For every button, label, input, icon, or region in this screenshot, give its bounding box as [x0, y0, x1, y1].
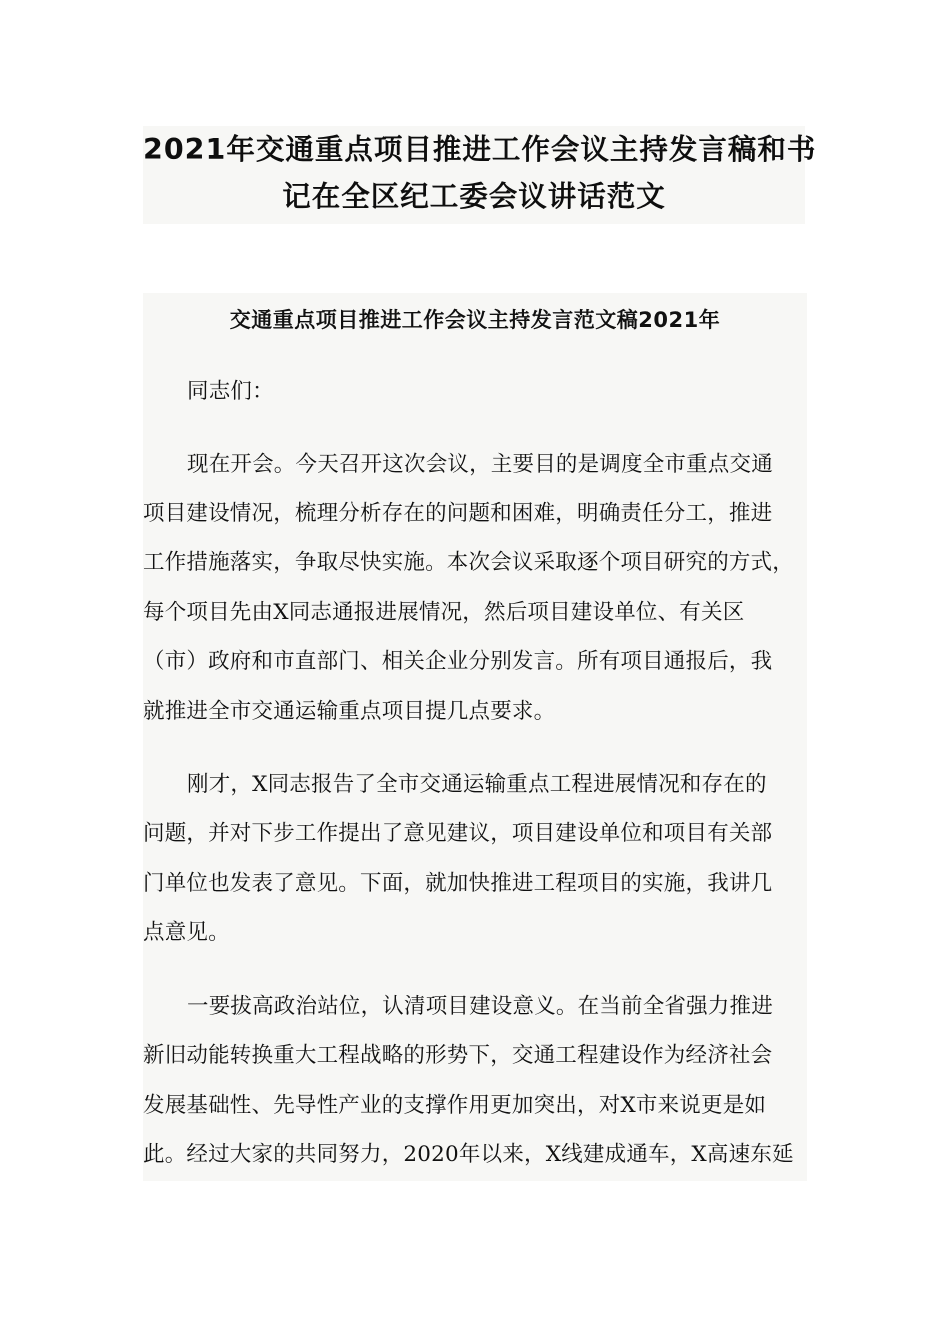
paragraph-2-line: 点意见。 [143, 920, 230, 945]
paragraph-2-line: 门单位也发表了意见。下面，就加快推进工程项目的实施，我讲几 [143, 871, 773, 896]
title-line-1: 2021年交通重点项目推进工作会议主持发言稿和书 [143, 133, 817, 166]
paragraph-2-line: 问题，并对下步工作提出了意见建议，项目建设单位和项目有关部 [143, 821, 773, 846]
paragraph-1-line: 项目建设情况，梳理分析存在的问题和困难，明确责任分工，推进 [143, 501, 773, 526]
paragraph-2-line: 刚才，X同志报告了全市交通运输重点工程进展情况和存在的 [187, 772, 767, 797]
document-title [143, 126, 817, 224]
paragraph-3-line: 此。经过大家的共同努力，2020年以来，X线建成通车，X高速东延 [143, 1142, 794, 1167]
paragraph-3-line: 发展基础性、先导性产业的支撑作用更加突出，对X市来说更是如 [143, 1093, 767, 1118]
paragraph-1-line: 工作措施落实，争取尽快实施。本次会议采取逐个项目研究的方式， [143, 550, 795, 575]
paragraph-1-line: （市）政府和市直部门、相关企业分别发言。所有项目通报后，我 [143, 649, 773, 674]
salutation: 同志们： [187, 379, 274, 404]
paragraph-1-line: 就推进全市交通运输重点项目提几点要求。 [143, 699, 556, 724]
document-body [143, 293, 807, 1181]
paragraph-1-line: 现在开会。今天召开这次会议，主要目的是调度全市重点交通 [187, 452, 773, 477]
speech-subtitle: 交通重点项目推进工作会议主持发言范文稿2021年 [229, 308, 721, 332]
paragraph-3-line: 新旧动能转换重大工程战略的形势下，交通工程建设作为经济社会 [143, 1043, 773, 1068]
paragraph-1-line: 每个项目先由X同志通报进展情况，然后项目建设单位、有关区 [143, 600, 745, 625]
paragraph-3-line: 一要拔高政治站位，认清项目建设意义。在当前全省强力推进 [187, 994, 773, 1019]
title-line-2: 记在全区纪工委会议讲话范文 [282, 180, 666, 213]
